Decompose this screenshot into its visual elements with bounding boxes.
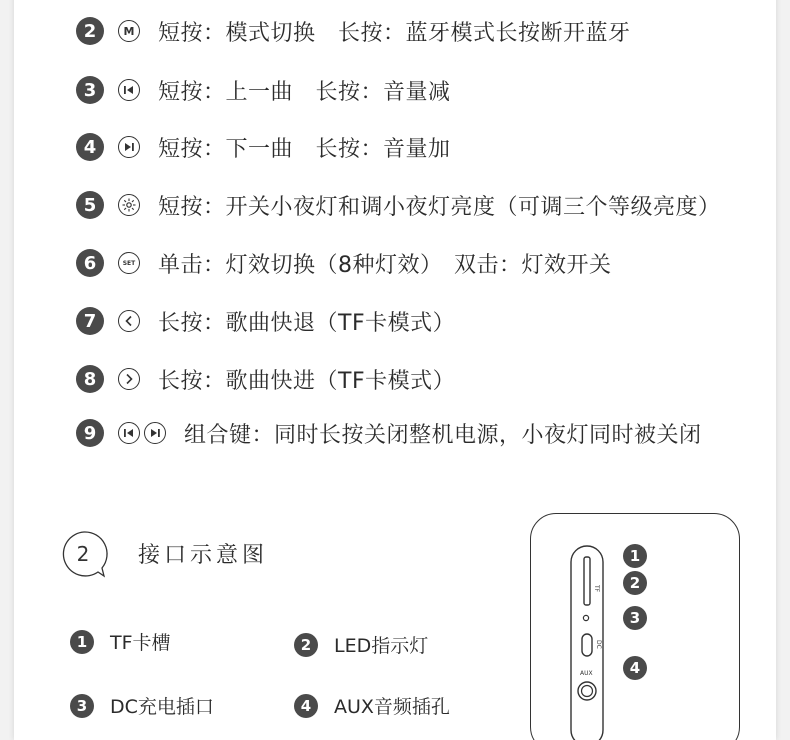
interface-number: 1	[70, 630, 94, 654]
control-row-set	[76, 247, 612, 279]
port-tf-label: TF	[593, 585, 601, 593]
control-row-mode	[76, 15, 631, 47]
step-number: 6	[76, 249, 104, 277]
step-number: 4	[76, 133, 104, 161]
step-number: 9	[76, 419, 104, 447]
set-button-icon: SET	[118, 252, 140, 274]
next-track-icon	[118, 136, 140, 158]
step-number: 2	[76, 17, 104, 45]
step-number: 7	[76, 307, 104, 335]
interface-label: DC充电插口	[110, 696, 214, 718]
control-description: 短按：上一曲 长按：音量减	[158, 79, 451, 105]
port-dc-label: DC	[595, 640, 603, 650]
previous-track-icon	[118, 422, 140, 444]
control-row-next	[76, 131, 451, 163]
interface-item	[70, 628, 171, 655]
interface-item	[294, 631, 428, 658]
device-callout: 4	[623, 656, 647, 680]
control-description: 短按：模式切换 长按：蓝牙模式长按断开蓝牙	[158, 20, 631, 46]
device-callout: 1	[623, 544, 647, 568]
mode-m-icon: M	[118, 20, 140, 42]
section-number-bubble	[60, 528, 120, 584]
control-row-prev	[76, 74, 451, 106]
night-light-sun-icon	[118, 194, 140, 216]
device-callout: 2	[623, 571, 647, 595]
step-number: 3	[76, 76, 104, 104]
interface-number: 3	[70, 694, 94, 718]
control-row-power	[76, 417, 702, 449]
control-description: 短按：下一曲 长按：音量加	[158, 136, 451, 162]
control-row-forward	[76, 363, 455, 395]
interface-label: TF卡槽	[110, 632, 171, 654]
chevron-right-icon	[118, 368, 140, 390]
control-description: 长按：歌曲快进（TF卡模式）	[158, 368, 456, 394]
section-number: 2	[76, 542, 90, 566]
control-description: 组合键：同时长按关闭整机电源，小夜灯同时被关闭	[184, 422, 702, 448]
next-track-icon	[144, 422, 166, 444]
control-row-light	[76, 189, 721, 221]
control-description: 长按：歌曲快退（TF卡模式）	[158, 310, 456, 336]
interface-number: 4	[294, 694, 318, 718]
port-aux-label: AUX	[580, 670, 594, 678]
section-title: 接口示意图	[138, 543, 269, 568]
combo-keys	[118, 422, 170, 444]
manual-card	[14, 0, 776, 740]
previous-track-icon	[118, 79, 140, 101]
step-number: 5	[76, 191, 104, 219]
interface-number: 2	[294, 633, 318, 657]
control-description: 单击：灯效切换（8种灯效） 双击：灯效开关	[158, 252, 612, 278]
interface-label: AUX音频插孔	[334, 696, 450, 718]
step-number: 8	[76, 365, 104, 393]
device-callout: 3	[623, 606, 647, 630]
control-row-rewind	[76, 305, 455, 337]
chevron-left-icon	[118, 310, 140, 332]
interface-label: LED指示灯	[334, 635, 429, 657]
control-description: 短按：开关小夜灯和调小夜灯亮度（可调三个等级亮度）	[158, 194, 721, 220]
